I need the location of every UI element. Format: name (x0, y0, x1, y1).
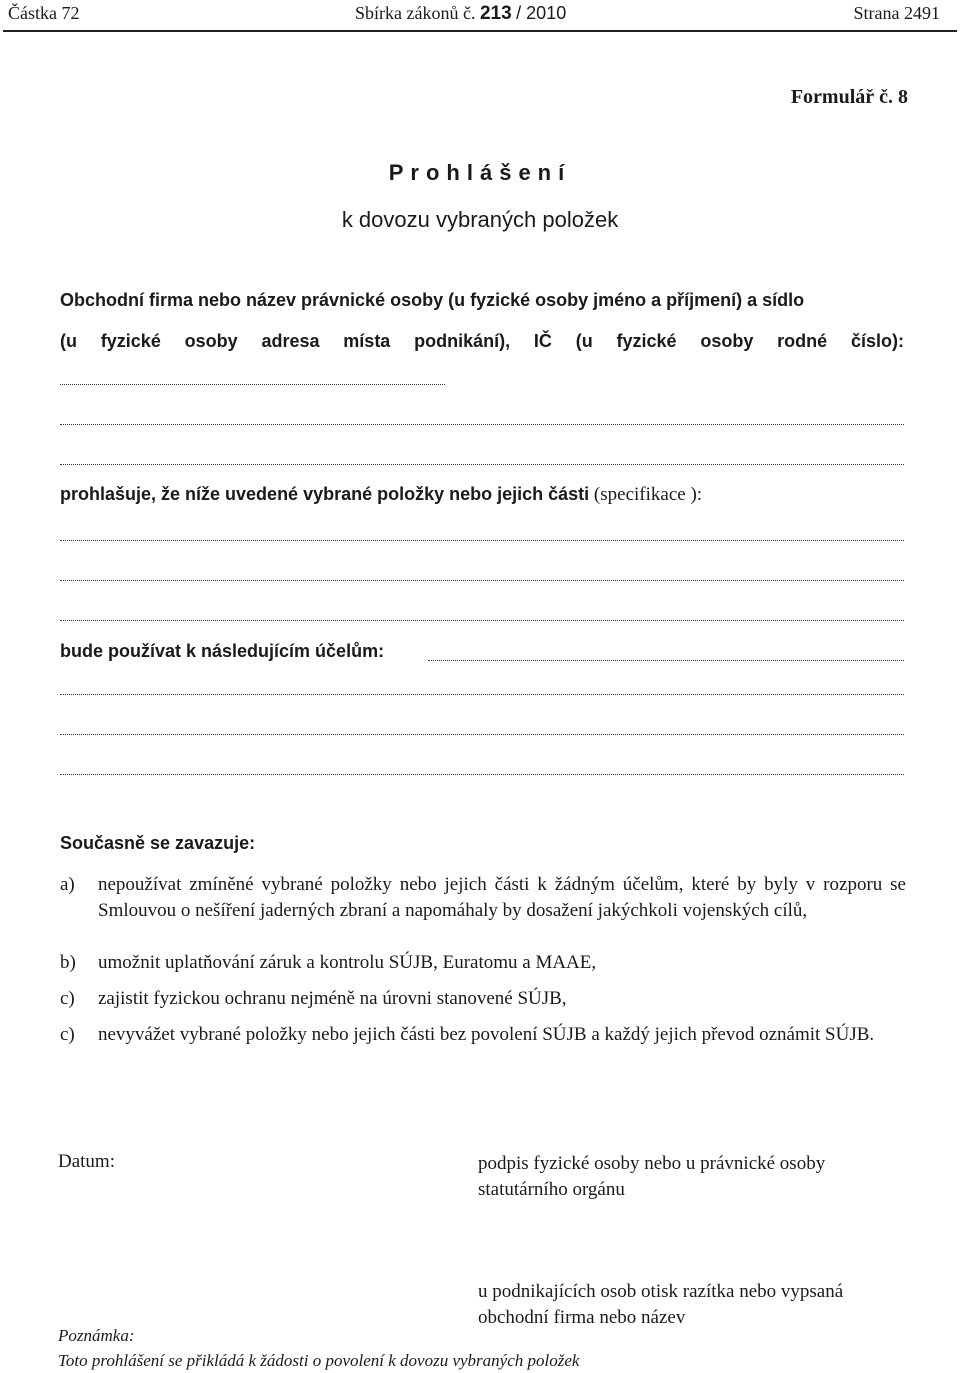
company-fill-line-2[interactable] (60, 424, 904, 425)
purpose-fill-line-3[interactable] (60, 774, 904, 775)
company-fill-line-3[interactable] (60, 464, 904, 465)
header-page-number: Strana 2491 (853, 3, 940, 23)
company-instruction-line2 (60, 331, 904, 352)
declaration-bold-text: prohlašuje, že níže uvedené vybrané položky nebo jejich části (60, 484, 590, 504)
company-instruction-line2-text: (u fyzické osoby adresa místa podnikání), IČ (u fyzické osoby rodné číslo): (60, 331, 904, 351)
specification-fill-line-2[interactable] (60, 580, 904, 581)
stamp-label: u podnikajících osob otisk razítka nebo vypsaná obchodní firma nebo název (478, 1281, 844, 1328)
purpose-fill-line-1[interactable] (60, 694, 904, 695)
obligation-label: a) (60, 874, 75, 895)
obligation-text: nevyvážet vybrané položky nebo jejich části bez povolení SÚJB a každý jejich převod oznámit SÚJB. (98, 1024, 875, 1045)
specification-fill-line-1[interactable] (60, 540, 904, 541)
company-fill-line-1[interactable] (60, 384, 445, 385)
header-collection-year: / 2010 (516, 3, 567, 23)
header-collection-number: 213 (479, 3, 512, 24)
header-part-number: Částka 72 (8, 3, 80, 23)
document-title: Prohlášení (388, 160, 572, 185)
note-text: Toto prohlášení se přikládá k žádosti o povolení k dovozu vybraných položek (58, 1351, 580, 1370)
document-subtitle: k dovozu vybraných položek (341, 207, 619, 232)
header-divider (3, 30, 957, 32)
company-instruction-line1-text: Obchodní firma nebo název právnické osoby (u fyzické osoby jméno a příjmení) a sídlo (60, 290, 805, 310)
purpose-fill-line-2[interactable] (60, 734, 904, 735)
declaration-spec-text: (specifikace ): (593, 484, 703, 505)
header-collection (355, 3, 566, 25)
signature-label: podpis fyzické osoby nebo u právnické osoby statutárního orgánu (478, 1153, 826, 1200)
note-label: Poznámka: (58, 1326, 135, 1345)
obligation-text: zajistit fyzickou ochranu nejméně na úrovni stanovené SÚJB, (98, 988, 567, 1009)
obligation-label: c) (60, 1024, 75, 1045)
company-instruction-line1 (60, 290, 904, 312)
obligation-text: nepoužívat zmíněné vybrané položky nebo jejich části k žádným účelům, které by byly v rozporu se Smlouvou o nešíření jaderných zbraní a napomáhaly by dosažení jakýchkoli vojenských cílů, (98, 874, 906, 921)
obligations-heading: Současně se zavazuje: (60, 833, 256, 853)
purpose-label: bude používat k následujícím účelům: (60, 641, 385, 661)
obligation-label: b) (60, 952, 76, 973)
date-label: Datum: (58, 1151, 115, 1172)
declaration-line (60, 484, 904, 506)
specification-fill-line-3[interactable] (60, 620, 904, 621)
obligation-text: umožnit uplatňování záruk a kontrolu SÚJB, Euratomu a MAAE, (98, 952, 597, 973)
header-collection-prefix: Sbírka zákonů č. (355, 3, 476, 23)
obligation-label: c) (60, 988, 75, 1009)
form-number: Formulář č. 8 (790, 86, 908, 108)
purpose-fill-line-inline[interactable] (428, 660, 904, 661)
